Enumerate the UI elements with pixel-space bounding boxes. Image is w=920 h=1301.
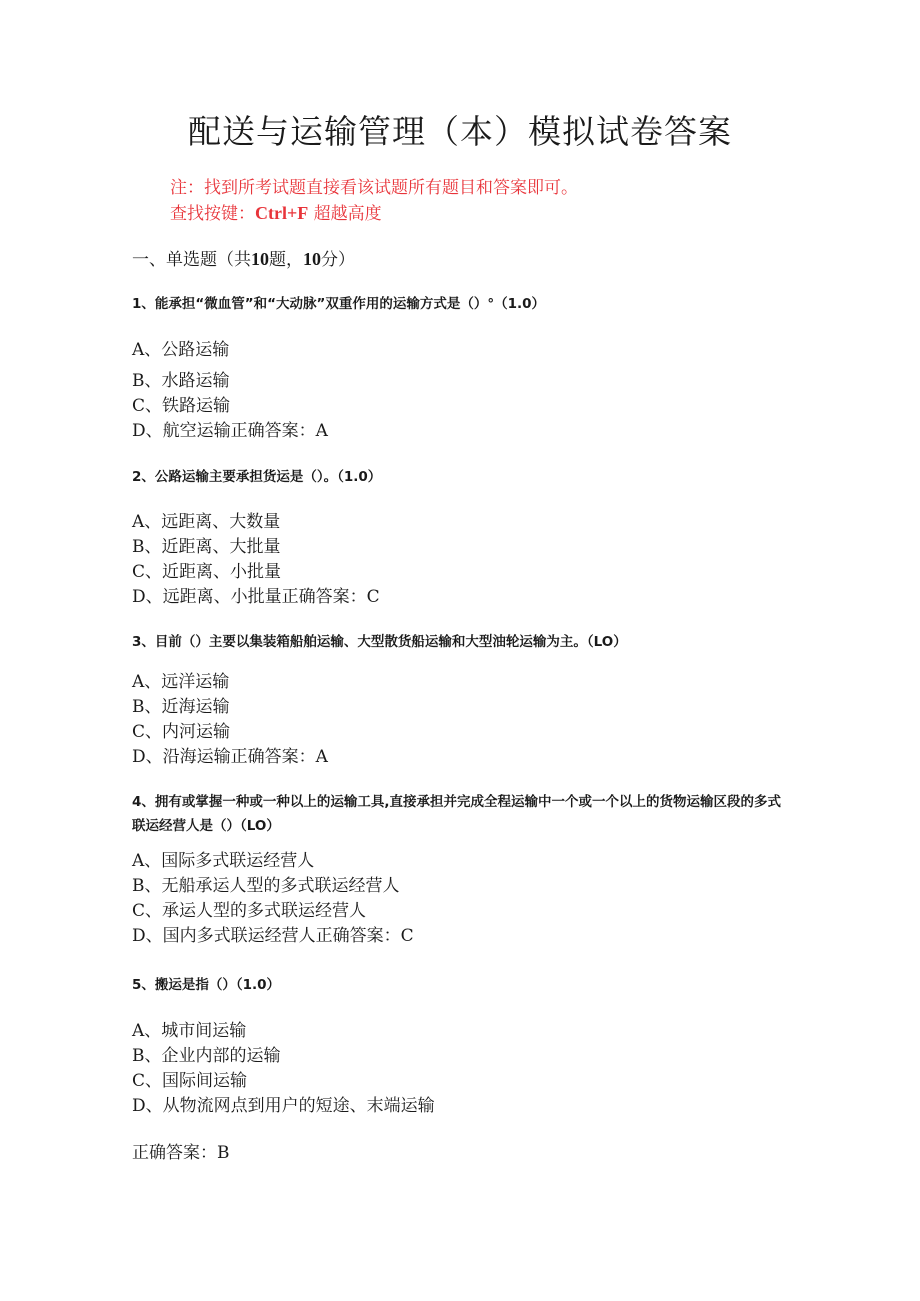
option-item: C、承运人型的多式联运经营人 (132, 901, 367, 921)
option-item: D、远距离、小批量正确答案：C (132, 587, 380, 607)
question-1-options (132, 338, 328, 444)
question-2: 2、公路运输主要承担货运是（）。（1.0） (132, 469, 382, 485)
note-search-label: 查找按键： (170, 204, 255, 224)
option-item: B、水路运输 (132, 371, 230, 391)
option-item: C、铁路运输 (132, 396, 231, 416)
note-line-2 (170, 201, 382, 226)
option-item: A、城市间运输 (132, 1021, 247, 1041)
option-item: B、近海运输 (132, 697, 230, 717)
question-4: 4、拥有或掌握一种或一种以上的运输工具,直接承担并完成全程运输中一个或一个以上的货物运输区段的多式联运经营人是（）（LO） (132, 794, 782, 834)
option-item: B、企业内部的运输 (132, 1046, 281, 1066)
option-item: A、公路运输 (132, 340, 230, 360)
document-title: 配送与运输管理（本）模拟试卷答案 (188, 112, 732, 151)
section-heading: 一、单选题（共10题，10分） (132, 249, 355, 270)
option-item: B、无船承运人型的多式联运经营人 (132, 876, 400, 896)
option-item: C、国际间运输 (132, 1071, 248, 1091)
option-item: A、远洋运输 (132, 672, 230, 692)
question-1: 1、能承担“微血管”和“大动脉”双重作用的运输方式是（）°（1.0） (132, 296, 546, 312)
option-item: B、近距离、大批量 (132, 537, 281, 557)
option-item: D、沿海运输正确答案：A (132, 747, 328, 767)
note-line-1: 注：找到所考试题直接看该试题所有题目和答案即可。 (170, 178, 578, 198)
question-2-options (132, 510, 380, 610)
option-item: C、内河运输 (132, 722, 231, 742)
option-item: D、国内多式联运经营人正确答案：C (132, 926, 414, 946)
option-item: D、从物流网点到用户的短途、末端运输 (132, 1096, 435, 1116)
question-3-options (132, 670, 328, 770)
correct-answer: 正确答案：B (132, 1143, 230, 1163)
option-item: A、远距离、大数量 (132, 512, 281, 532)
note-search-suffix: 超越高度 (308, 204, 382, 224)
option-item: C、近距离、小批量 (132, 562, 282, 582)
option-item: D、航空运输正确答案：A (132, 421, 328, 441)
option-item: A、国际多式联运经营人 (132, 851, 315, 871)
note-search-key: Ctrl+F (255, 203, 309, 223)
question-4-options (132, 849, 414, 949)
question-5-options (132, 1019, 435, 1119)
question-3: 3、目前（）主要以集装箱船舶运输、大型散货船运输和大型油轮运输为主。（LO） (132, 634, 627, 650)
question-5: 5、搬运是指（）（1.0） (132, 977, 281, 993)
